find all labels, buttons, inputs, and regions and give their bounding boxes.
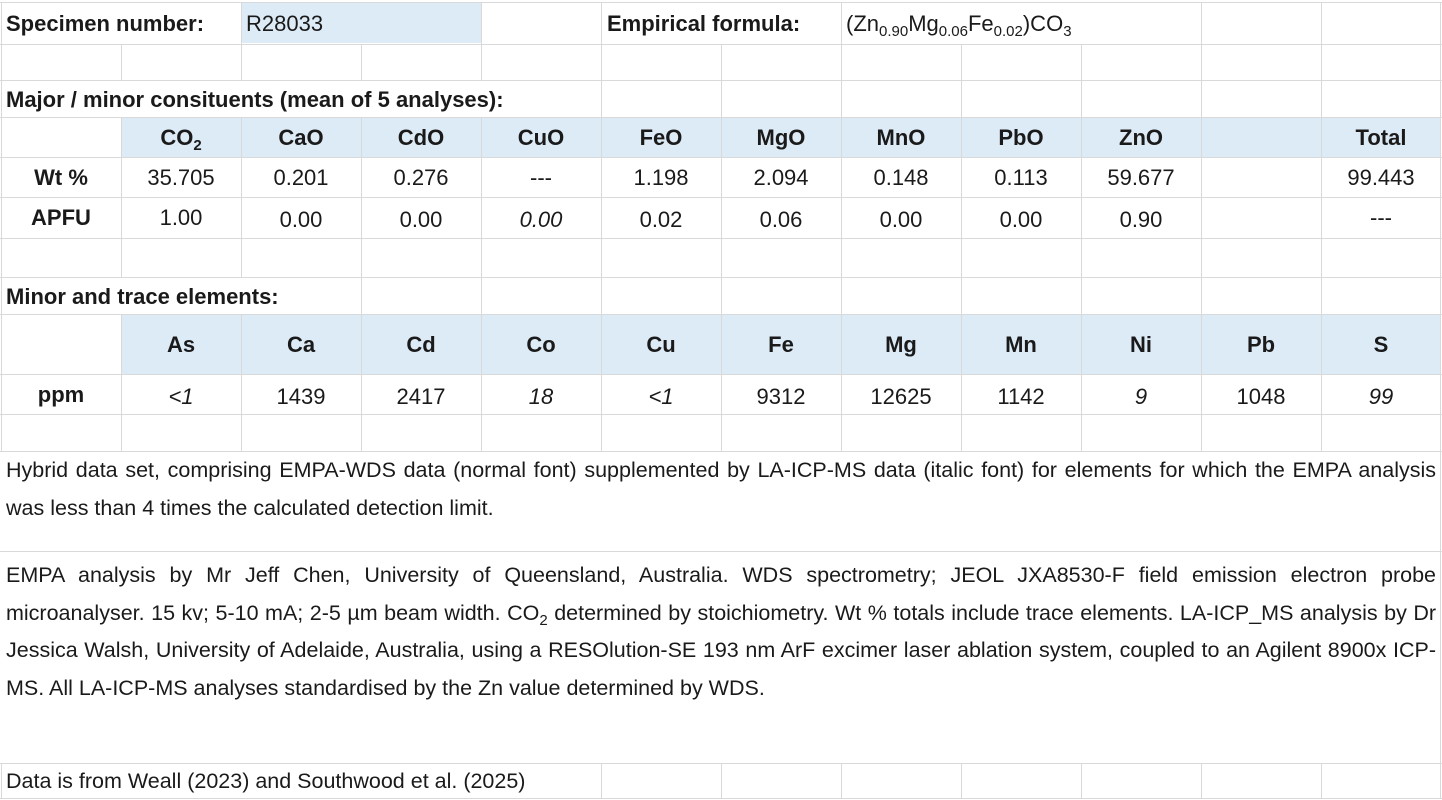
table-cell[interactable]: 1.198 [633,165,689,190]
ppm-cell[interactable]: 18 [528,384,554,409]
col-line [121,44,122,80]
major-header: CaO [278,125,324,150]
col-line [241,44,242,80]
col-line [841,277,842,314]
major-section-title: Major / minor consituents (mean of 5 analyses): [6,87,504,112]
col-line [961,763,962,798]
formula-label: Empirical formula: [607,11,801,36]
col-line [1081,44,1082,117]
table-cell[interactable]: 0.06 [759,207,803,232]
col-line [1321,763,1322,798]
col-line [481,277,482,314]
trace-section-title: Minor and trace elements: [6,284,279,309]
trace-header: Mn [1005,332,1037,357]
table-cell[interactable]: 0.00 [879,207,923,232]
table-cell[interactable]: 0.201 [273,165,329,190]
col-line [601,277,602,314]
col-line [601,763,602,798]
table-cell[interactable]: 35.705 [147,165,215,190]
empirical-formula: $(Zn_{0.90}Mg_{0.06}Fe_{0.02})CO_3$ [846,11,1072,40]
col-line [1081,763,1082,798]
ppm-cell[interactable]: <1 [648,384,674,409]
trace-header: Co [526,332,556,357]
table-cell[interactable]: 0.148 [873,165,929,190]
col-line [1,763,2,798]
trace-header: As [166,332,196,357]
col-line [361,277,362,314]
ppm-cell[interactable]: 12625 [870,384,932,409]
specimen-value[interactable]: R28033 [246,11,324,36]
major-header: CuO [517,125,565,150]
col-line [1201,44,1202,117]
table-cell[interactable]: 2.094 [753,165,809,190]
row-line [0,2,1442,3]
major-header: FeO [639,125,683,150]
table-cell-total[interactable]: 99.443 [1347,165,1415,190]
trace-header: Ni [1130,332,1152,357]
trace-header: Cu [646,332,676,357]
table-cell[interactable]: 1.00 [159,205,203,230]
row-label-ppm: ppm [37,382,85,407]
col-line [961,44,962,117]
major-header: PbO [998,125,1044,150]
ppm-cell[interactable]: 9 [1134,384,1148,409]
col-line [1201,277,1202,314]
col-line [481,2,482,44]
trace-header: Pb [1246,332,1276,357]
row-label-apfu: APFU [31,205,91,230]
trace-header: Cd [406,332,436,357]
col-line [721,763,722,798]
col-line [1201,117,1202,277]
col-line [1321,277,1322,314]
table-cell[interactable]: 0.00 [519,207,563,232]
hybrid-note: Hybrid data set, comprising EMPA-WDS data (normal font) supplemented by LA-ICP-MS data (italic font) for elements for which the EMPA analysis was less than 4 times the calculated detection limit. [6,458,1436,520]
row-line [0,551,1442,552]
col-line [1201,2,1202,44]
col-line [601,2,602,44]
col-line [841,44,842,117]
major-header: MgO [756,125,806,150]
col-line [841,2,842,44]
trace-header: S [1373,332,1389,357]
method-note: EMPA analysis by Mr Jeff Chen, University of Queensland, Australia. WDS spectrometry; JEOL JXA8530-F field emission electron probe microanalyser. 15 kv; 5-10 mA; 2-5 µm beam width. $CO_2$ determined by stoichiometry. Wt % totals include trace elements. LA-ICP_MS analysis by Dr Jessica Walsh, University of Adelaide, Australia, using a RESOlution-SE 193 nm ArF excimer laser ablation system, coupled to an Agilent 8900x ICP-MS. All LA-ICP-MS analyses standardised by the Zn value determined by WDS. [6,563,1437,700]
col-line [241,2,242,44]
ppm-cell[interactable]: 1048 [1236,384,1286,409]
trace-header: Fe [768,332,794,357]
col-line [961,277,962,314]
col-line [361,44,362,80]
trace-header: Mg [885,332,917,357]
col-line [721,44,722,117]
ppm-cell[interactable]: 9312 [756,384,806,409]
ppm-cell[interactable]: 2417 [396,384,446,409]
row-line [0,798,1442,799]
major-header: CdO [397,125,445,150]
ppm-cell[interactable]: 99 [1368,384,1394,409]
table-cell[interactable]: 0.02 [639,207,683,232]
table-cell[interactable]: --- [530,165,552,190]
major-header: MnO [876,125,926,150]
table-cell[interactable]: 0.90 [1119,207,1163,232]
row-label-wt: Wt % [34,165,88,190]
col-line [1201,763,1202,798]
major-header-co2: $CO_2$ [160,125,202,154]
table-cell[interactable]: 0.00 [399,207,443,232]
col-line [1081,277,1082,314]
major-header: ZnO [1119,125,1163,150]
table-cell[interactable]: 0.276 [393,165,449,190]
ppm-cell[interactable]: <1 [168,384,194,409]
table-cell[interactable]: 0.113 [994,165,1048,190]
ppm-cell[interactable]: 1142 [997,384,1045,409]
col-line [1321,2,1322,44]
major-header-total: Total [1355,125,1407,150]
source-note: Data is from Weall (2023) and Southwood et al. (2025) [6,769,526,793]
col-line [1321,44,1322,117]
specimen-label: Specimen number: [6,11,205,36]
col-line [721,277,722,314]
table-cell-total[interactable]: --- [1370,205,1392,230]
ppm-cell[interactable]: 1439 [276,384,326,409]
col-line [481,44,482,80]
table-cell[interactable]: 0.00 [999,207,1043,232]
col-line [841,763,842,798]
col-line [601,44,602,117]
table-cell[interactable]: 59.677 [1107,165,1175,190]
table-cell[interactable]: 0.00 [279,207,323,232]
trace-header: Ca [286,332,316,357]
